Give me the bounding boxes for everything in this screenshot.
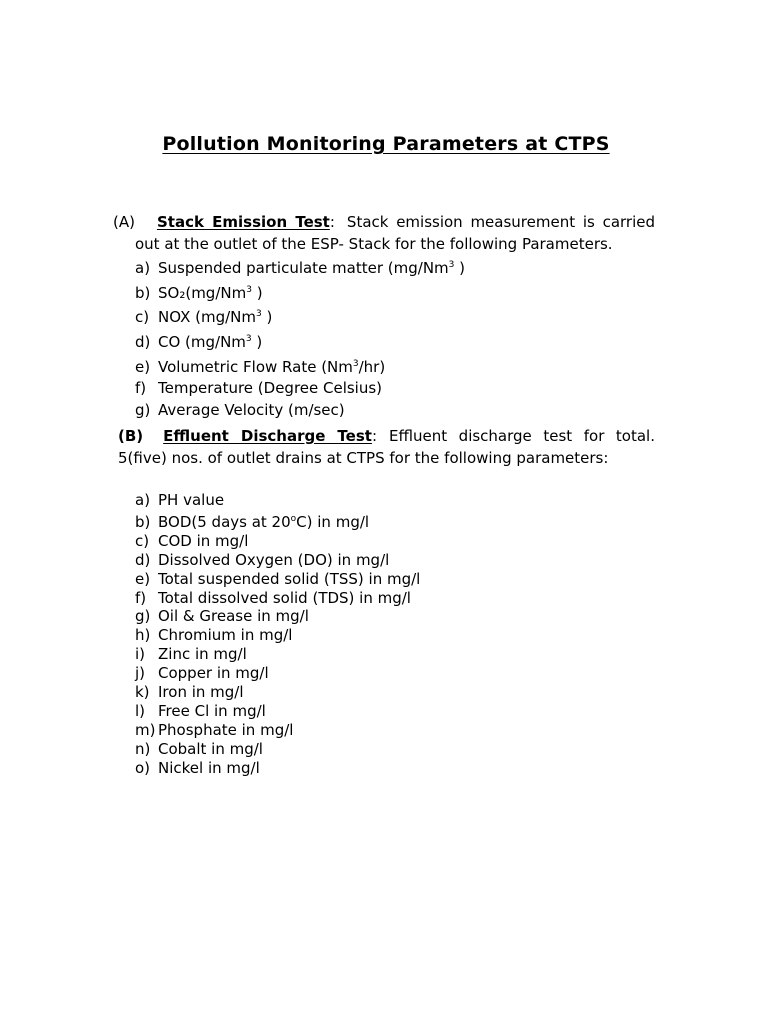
list-item-label: d) [135, 332, 151, 351]
list-item [135, 664, 420, 683]
list-item-label: n) [135, 739, 151, 758]
list-item [135, 702, 420, 721]
list-item-label: a) [135, 259, 151, 278]
list-item [135, 626, 420, 645]
section-b-first-line [118, 426, 655, 448]
section-b-intro-line1: Effluent discharge test for total. [389, 427, 655, 445]
list-item-text: Cobalt in mg/l [158, 739, 263, 758]
list-item [113, 378, 655, 400]
list-item-text: Nickel in mg/l [158, 758, 260, 777]
list-item-superscript: 3 [448, 260, 455, 271]
document-title: Pollution Monitoring Parameters at CTPS [162, 133, 610, 155]
list-item-text: Oil & Grease in mg/l [158, 607, 309, 626]
list-item-label: a) [135, 491, 151, 509]
list-item-text: Volumetric Flow Rate (Nm [158, 357, 353, 376]
list-item [135, 551, 420, 570]
list-item [135, 740, 420, 759]
list-item-label: l) [135, 701, 146, 720]
list-item-text: Suspended particulate matter (mg/Nm [158, 259, 449, 278]
list-item [135, 589, 420, 608]
list-item-label: g) [135, 607, 151, 626]
list-item [113, 329, 655, 354]
list-item-superscript: 3 [245, 333, 252, 344]
list-item-superscript: 3 [352, 358, 359, 369]
list-item [113, 304, 655, 329]
list-item-suffix: C) in mg/l [296, 512, 370, 531]
stack-emission-parameter-list [113, 255, 655, 421]
list-item-superscript: 3 [255, 309, 262, 320]
section-a-colon: : [329, 213, 335, 231]
section-a-marker: (A) [113, 213, 135, 231]
list-item [135, 570, 420, 589]
list-item [135, 721, 420, 740]
list-item-text: BOD(5 days at 20 [158, 512, 291, 531]
list-item-label: m) [135, 720, 156, 739]
list-item [135, 491, 420, 510]
list-item-text: Iron in mg/l [158, 683, 244, 702]
list-item [135, 759, 420, 778]
list-item [135, 645, 420, 664]
list-item [135, 510, 420, 532]
list-item-suffix: ) [251, 283, 263, 302]
list-item-label: j) [135, 664, 146, 683]
list-item-label: f) [135, 588, 147, 607]
list-item-text: Temperature (Degree Celsius) [158, 379, 383, 398]
section-a-heading: Stack Emission Test [156, 213, 330, 231]
list-item-label: h) [135, 626, 151, 645]
list-item-text: Phosphate in mg/l [158, 720, 294, 739]
list-item-suffix: /hr) [358, 357, 386, 376]
list-item-text: CO (mg/Nm [158, 332, 246, 351]
list-item-text: Average Velocity (m/sec) [158, 400, 345, 419]
list-item-label: d) [135, 550, 151, 569]
list-item [135, 683, 420, 702]
list-item-label: g) [135, 400, 151, 419]
list-item-text: Free Cl in mg/l [158, 701, 266, 720]
section-b-marker: (B) [118, 427, 144, 445]
effluent-parameter-list [135, 491, 420, 778]
list-item [135, 532, 420, 551]
list-item-label: e) [135, 357, 151, 376]
list-item-text: Zinc in mg/l [158, 645, 247, 664]
list-item-text: SO₂(mg/Nm [158, 283, 247, 302]
list-item-label: c) [135, 308, 150, 327]
list-item-superscript: 3 [246, 284, 252, 295]
list-item-text: Total suspended solid (TSS) in mg/l [158, 569, 421, 588]
section-a-intro-line2: out at the outlet of the ESP- Stack for the following Parameters. [135, 234, 613, 253]
list-item-label: k) [135, 683, 150, 702]
section-b-colon: : [371, 427, 377, 445]
section-b-intro-line2: 5(five) nos. of outlet drains at CTPS for the following parameters: [118, 448, 609, 467]
list-item-text: Dissolved Oxygen (DO) in mg/l [158, 550, 390, 569]
list-item-suffix: ) [251, 332, 263, 351]
list-item [113, 400, 655, 422]
list-item [113, 280, 655, 305]
list-item [113, 255, 655, 280]
list-item-superscript: o [290, 513, 297, 524]
list-item-label: b) [135, 283, 151, 302]
list-item-text: PH value [158, 491, 225, 509]
list-item-text: NOX (mg/Nm [158, 308, 256, 327]
list-item-label: b) [135, 512, 151, 531]
list-item-text: Copper in mg/l [158, 664, 269, 683]
section-a-intro-line1: Stack emission measurement is carried [346, 213, 655, 231]
list-item-label: i) [135, 645, 146, 664]
list-item [135, 607, 420, 626]
list-item-text: COD in mg/l [158, 531, 249, 550]
list-item [113, 354, 655, 379]
list-item-suffix: ) [261, 308, 273, 327]
list-item-text: Chromium in mg/l [158, 626, 293, 645]
section-b-heading: Effluent Discharge Test [163, 427, 372, 445]
list-item-label: f) [135, 379, 147, 398]
section-b [118, 426, 655, 469]
list-item-label: c) [135, 531, 150, 550]
list-item-suffix: ) [454, 259, 466, 278]
section-a [113, 212, 655, 421]
list-item-text: Total dissolved solid (TDS) in mg/l [158, 588, 411, 607]
section-a-first-line [113, 212, 655, 234]
list-item-label: e) [135, 569, 151, 588]
list-item-label: o) [135, 758, 151, 777]
